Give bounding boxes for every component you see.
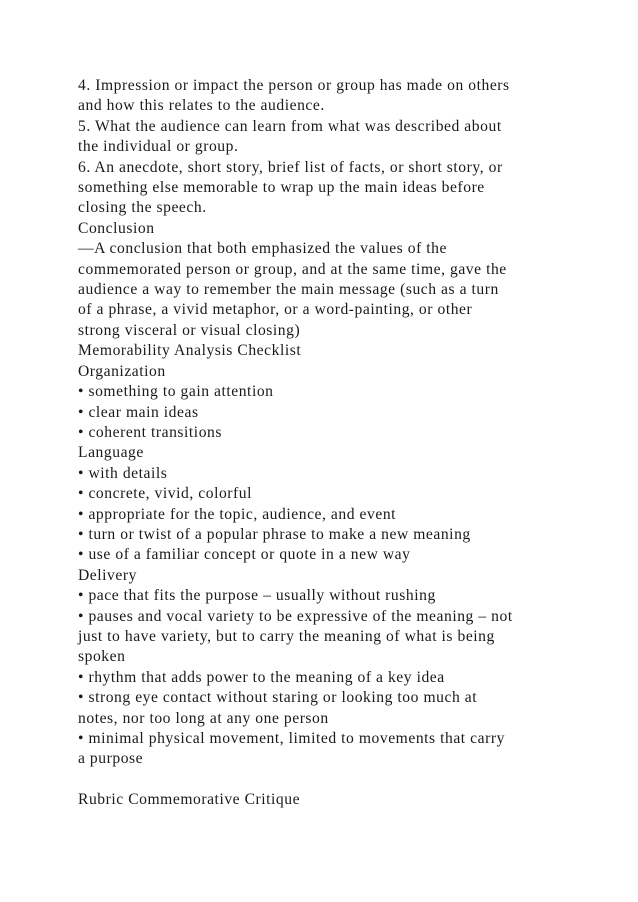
- list-item-6-line-1: 6. An anecdote, short story, brief list of facts, or short story, or: [78, 158, 503, 176]
- language-heading: Language: [78, 444, 144, 462]
- document-body: [78, 76, 578, 811]
- list-item-5-line-1: 5. What the audience can learn from what was described about: [78, 117, 502, 135]
- organization-heading: Organization: [78, 362, 166, 380]
- delivery-text-line: • minimal physical movement, limited to movements that carry: [78, 730, 505, 747]
- rubric-title: Rubric Commemorative Critique: [78, 791, 301, 809]
- language-bullet: • turn or twist of a popular phrase to make a new meaning: [78, 525, 471, 543]
- list-item-4-line-1: 4. Impression or impact the person or group has made on others: [78, 77, 510, 94]
- conclusion-text-line: —A conclusion that both emphasized the values of the: [78, 240, 447, 258]
- delivery-text-line: notes, nor too long at any one person: [78, 709, 329, 727]
- conclusion-text-line: of a phrase, a vivid metaphor, or a word-painting, or other: [78, 301, 473, 319]
- organization-bullet: • clear main ideas: [78, 403, 199, 421]
- organization-bullet: • something to gain attention: [78, 383, 274, 401]
- language-bullet: • appropriate for the topic, audience, and event: [78, 505, 397, 523]
- list-item-4-line-2: and how this relates to the audience.: [78, 97, 325, 115]
- delivery-text-line: spoken: [78, 648, 126, 666]
- language-bullet: • use of a familiar concept or quote in a new way: [78, 546, 411, 564]
- conclusion-text-line: strong visceral or visual closing): [78, 321, 301, 339]
- list-item-6-line-2: something else memorable to wrap up the main ideas before: [78, 179, 485, 197]
- delivery-heading: Delivery: [78, 566, 137, 584]
- conclusion-text-line: audience a way to remember the main message (such as a turn: [78, 281, 499, 299]
- language-bullet: • with details: [78, 464, 168, 482]
- blank-line: [78, 770, 578, 790]
- delivery-text-line: a purpose: [78, 750, 144, 768]
- list-item-5-line-2: the individual or group.: [78, 138, 239, 156]
- language-bullet: • concrete, vivid, colorful: [78, 485, 253, 503]
- delivery-text-line: just to have variety, but to carry the meaning of what is being: [78, 627, 495, 645]
- conclusion-heading: Conclusion: [78, 219, 155, 237]
- delivery-text-line: • pace that fits the purpose – usually without rushing: [78, 587, 436, 605]
- checklist-title: Memorability Analysis Checklist: [78, 342, 302, 360]
- list-item-6-line-3: closing the speech.: [78, 199, 207, 217]
- organization-bullet: • coherent transitions: [78, 423, 223, 441]
- delivery-text-line: • pauses and vocal variety to be expressive of the meaning – not: [78, 607, 513, 625]
- delivery-text-line: • strong eye contact without staring or looking too much at: [78, 689, 478, 707]
- delivery-text-line: • rhythm that adds power to the meaning of a key idea: [78, 668, 445, 686]
- conclusion-text-line: commemorated person or group, and at the same time, gave the: [78, 260, 507, 278]
